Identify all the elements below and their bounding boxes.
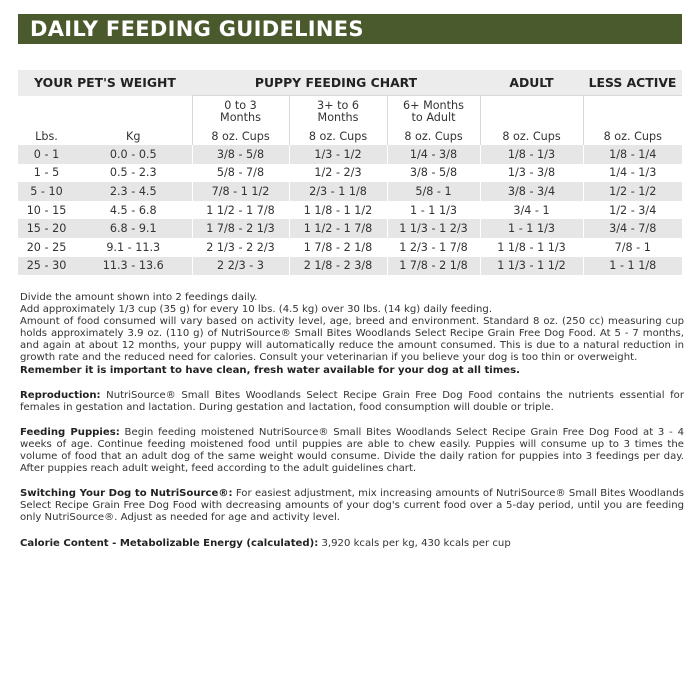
table-cell: 2 1/8 - 2 3/8	[289, 257, 387, 276]
table-cell: 3/4 - 1	[480, 201, 583, 220]
table-cell: 20 - 25	[26, 240, 67, 254]
table-cell: 3/8 - 3/4	[480, 182, 583, 201]
table-cell: 1 - 5	[33, 166, 60, 180]
table-row	[18, 182, 682, 201]
unit-label: Kg	[126, 129, 141, 143]
units-row	[18, 127, 682, 145]
table-cell: 1/4 - 1/3	[583, 164, 682, 183]
table-cell: 1 1/3 - 1 2/3	[387, 219, 480, 238]
switching-note: Switching Your Dog to NutriSource®: For easiest adjustment, mix increasing amounts of NutriSource® Small Bites Woodlands Select Recipe Grain Free Dog Food with decreasing amounts of your dog's current food over a 5-day period, until you are feeding only NutriSource®. Adjust as needed for age and activity level.	[20, 488, 684, 524]
feeding-chart-table	[18, 70, 682, 275]
unit-label: Lbs.	[35, 129, 58, 143]
divide-note: Divide the amount shown into 2 feedings daily.	[20, 292, 258, 303]
weight-header: YOUR PET'S WEIGHT	[18, 70, 192, 96]
table-cell: 1/3 - 3/8	[480, 164, 583, 183]
table-cell: 10 - 15	[26, 203, 67, 217]
reproduction-note: Reproduction: NutriSource® Small Bites Woodlands Select Recipe Grain Free Dog Food contains the nutrients essential for females in gestation and lactation. During gestation and lactation, food consumption will double or triple.	[20, 389, 684, 413]
table-cell: 1 1/2 - 1 7/8	[289, 219, 387, 238]
unit-label: 8 oz. Cups	[289, 127, 387, 145]
water-note: Remember it is important to have clean, fresh water available for your dog at all times.	[20, 364, 520, 376]
table-cell: 4.5 - 6.8	[109, 203, 157, 217]
table-cell: 1/8 - 1/3	[480, 145, 583, 164]
table-cell: 2 1/3 - 2 2/3	[192, 238, 289, 257]
unit-label: 8 oz. Cups	[480, 127, 583, 145]
table-cell: 1 1/3 - 1 1/2	[480, 257, 583, 276]
table-cell: 3/4 - 7/8	[583, 219, 682, 238]
table-cell: 1/2 - 1/2	[583, 182, 682, 201]
table-cell: 1 - 1 1/8	[583, 257, 682, 276]
page-title: DAILY FEEDING GUIDELINES	[18, 14, 682, 44]
table-cell: 2.3 - 4.5	[75, 182, 192, 201]
table-cell: 2 2/3 - 3	[192, 257, 289, 276]
table-cell: 1/8 - 1/4	[583, 145, 682, 164]
table-cell: 1 7/8 - 2 1/3	[192, 219, 289, 238]
table-row	[18, 238, 682, 257]
calorie-note: Calorie Content - Metabolizable Energy (calculated): 3,920 kcals per kg, 430 kcals per cup	[20, 537, 511, 549]
table-row	[18, 257, 682, 276]
table-cell: 9.1 - 11.3	[106, 240, 161, 254]
table-cell: 7/8 - 1 1/2	[192, 182, 289, 201]
table-cell: 1 2/3 - 1 7/8	[387, 238, 480, 257]
table-cell: 11.3 - 13.6	[75, 257, 192, 276]
table-cell: 2/3 - 1 1/8	[289, 182, 387, 201]
table-cell: 1/2 - 2/3	[289, 164, 387, 183]
table-cell: 3/8 - 5/8	[192, 145, 289, 164]
table-cell: 5/8 - 1	[387, 182, 480, 201]
table-cell: 0 - 1	[18, 145, 75, 164]
table-cell: 1 - 1 1/3	[387, 201, 480, 220]
age-col-2: 6+ Months to Adult	[387, 96, 480, 128]
unit-label: 8 oz. Cups	[192, 127, 289, 145]
table-cell: 1 1/8 - 1 1/3	[480, 238, 583, 257]
table-cell: 1/3 - 1/2	[289, 145, 387, 164]
table-row	[18, 219, 682, 238]
table-row	[18, 201, 682, 220]
table-cell: 1/2 - 3/4	[583, 201, 682, 220]
table-cell: 5/8 - 7/8	[192, 164, 289, 183]
unit-label: 8 oz. Cups	[583, 127, 682, 145]
feeding-notes	[20, 292, 684, 550]
add-note: Add approximately 1/3 cup (35 g) for every 10 lbs. (4.5 kg) over 30 lbs. (14 kg) daily feeding.	[20, 304, 493, 316]
table-cell: 6.8 - 9.1	[75, 219, 192, 238]
table-cell: 7/8 - 1	[583, 238, 682, 257]
age-col-1: 3+ to 6 Months	[289, 96, 387, 128]
table-cell: 0.0 - 0.5	[75, 145, 192, 164]
table-cell: 1 - 1 1/3	[480, 219, 583, 238]
table-cell: 1 1/2 - 1 7/8	[192, 201, 289, 220]
table-cell: 3/8 - 5/8	[387, 164, 480, 183]
age-col-0: 0 to 3 Months	[192, 96, 289, 128]
adult-header: ADULT	[480, 70, 583, 96]
table-cell: 0.5 - 2.3	[109, 166, 157, 180]
table-cell: 1/4 - 3/8	[387, 145, 480, 164]
table-cell: 1 7/8 - 2 1/8	[289, 238, 387, 257]
feeding-puppies-note: Feeding Puppies: Begin feeding moistened NutriSource® Small Bites Woodlands Select Recipe Grain Free Dog Food at 3 - 4 weeks of age. Continue feeding moistened food until puppies are able to chew easily. Puppies will consume up to 3 times the volume of food that an adult dog of the same weight would consume. Divide the daily ration for puppies into 3 feedings per day. After puppies reach adult weight, feed according to the adult guidelines chart.	[20, 426, 684, 475]
table-cell: 25 - 30	[18, 257, 75, 276]
table-row	[18, 164, 682, 183]
puppy-header: PUPPY FEEDING CHART	[192, 70, 480, 96]
less-active-header: LESS ACTIVE	[583, 70, 682, 96]
header-row	[18, 70, 682, 96]
amount-note: Amount of food consumed will vary based on activity level, age, breed and environment. Standard 8 oz. (250 cc) measuring cup holds approximately 3.9 oz. (110 g) of NutriSource® Small Bites Woodlands Select Recipe Grain Free Dog Food. At 5 - 7 months, and again at about 12 months, your puppy will automatically reduce the amount consumed. This is due to a natural reduction in growth rate and the reduced need for calories. Consult your veterinarian if you believe your dog is too thin or overweight.	[20, 316, 684, 364]
table-cell: 5 - 10	[18, 182, 75, 201]
table-cell: 1 1/8 - 1 1/2	[289, 201, 387, 220]
table-cell: 15 - 20	[18, 219, 75, 238]
table-cell: 1 7/8 - 2 1/8	[387, 257, 480, 276]
table-row	[18, 145, 682, 164]
age-row	[18, 96, 682, 128]
unit-label: 8 oz. Cups	[387, 127, 480, 145]
